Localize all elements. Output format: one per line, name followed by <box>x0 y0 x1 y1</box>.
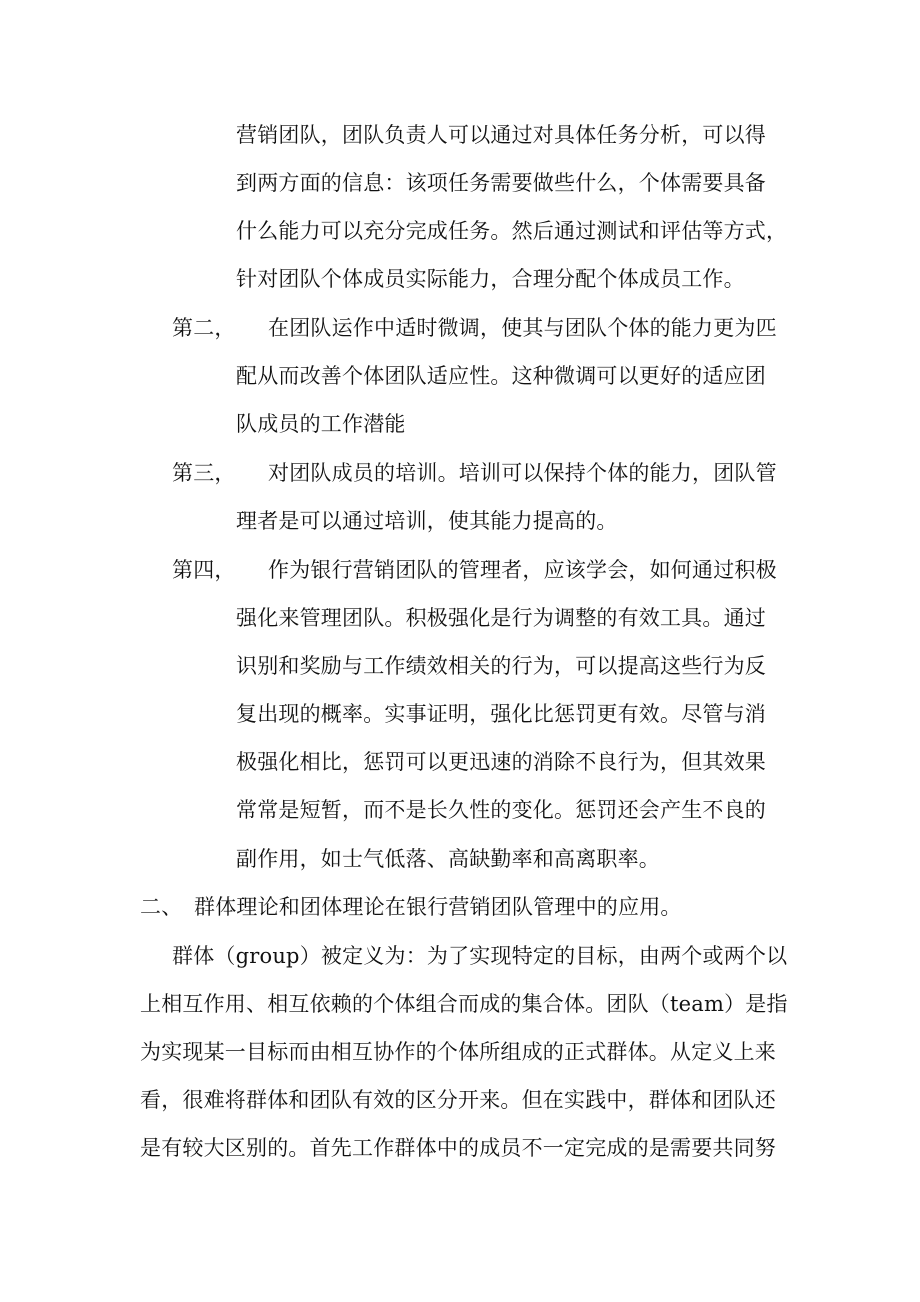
text-line: 营销团队，团队负责人可以通过对具体任务分析，可以得 <box>236 123 766 147</box>
paragraph-line: 群体（group）被定义为：为了实现特定的目标，由两个或两个以 <box>172 944 788 968</box>
text-line: 强化来管理团队。积极强化是行为调整的有效工具。通过 <box>236 606 766 630</box>
list-item-label: 第二， <box>172 316 236 340</box>
section-title: 群体理论和团体理论在银行营销团队管理中的应用。 <box>194 895 682 919</box>
text-line: 副作用，如士气低落、高缺勤率和高离职率。 <box>236 847 660 871</box>
text-line: 极强化相比，惩罚可以更迅速的消除不良行为，但其效果 <box>236 750 766 774</box>
list-item-label: 第四， <box>172 558 236 582</box>
list-item-label: 第三， <box>172 461 236 485</box>
list-item-text: 对团队成员的培训。培训可以保持个体的能力，团队管 <box>268 461 777 485</box>
text-line: 复出现的概率。实事证明，强化比惩罚更有效。尽管与消 <box>236 702 766 726</box>
text-line: 什么能力可以充分完成任务。然后通过测试和评估等方式， <box>236 219 788 243</box>
text-line: 针对团队个体成员实际能力，合理分配个体成员工作。 <box>236 267 745 291</box>
text-line: 识别和奖励与工作绩效相关的行为，可以提高这些行为反 <box>236 654 766 678</box>
paragraph-line: 是有较大区别的。首先工作群体中的成员不一定完成的是需要共同努 <box>140 1136 776 1160</box>
text-line: 队成员的工作潜能 <box>236 412 406 436</box>
list-item-text: 在团队运作中适时微调，使其与团队个体的能力更为匹 <box>268 316 777 340</box>
section-number: 二、 <box>140 895 183 919</box>
text-line: 到两方面的信息：该项任务需要做些什么，个体需要具备 <box>236 171 766 195</box>
text-line: 常常是短暂，而不是长久性的变化。惩罚还会产生不良的 <box>236 798 766 822</box>
text-line: 理者是可以通过培训，使其能力提高的。 <box>236 509 618 533</box>
paragraph-line: 为实现某一目标而由相互协作的个体所组成的正式群体。从定义上来 <box>140 1040 776 1064</box>
list-item-text: 作为银行营销团队的管理者，应该学会，如何通过积极 <box>268 558 777 582</box>
text-line: 配从而改善个体团队适应性。这种微调可以更好的适应团 <box>236 364 766 388</box>
paragraph-line: 上相互作用、相互依赖的个体组合而成的集合体。团队（team）是指 <box>140 992 788 1016</box>
paragraph-line: 看，很难将群体和团队有效的区分开来。但在实践中，群体和团队还 <box>140 1088 776 1112</box>
